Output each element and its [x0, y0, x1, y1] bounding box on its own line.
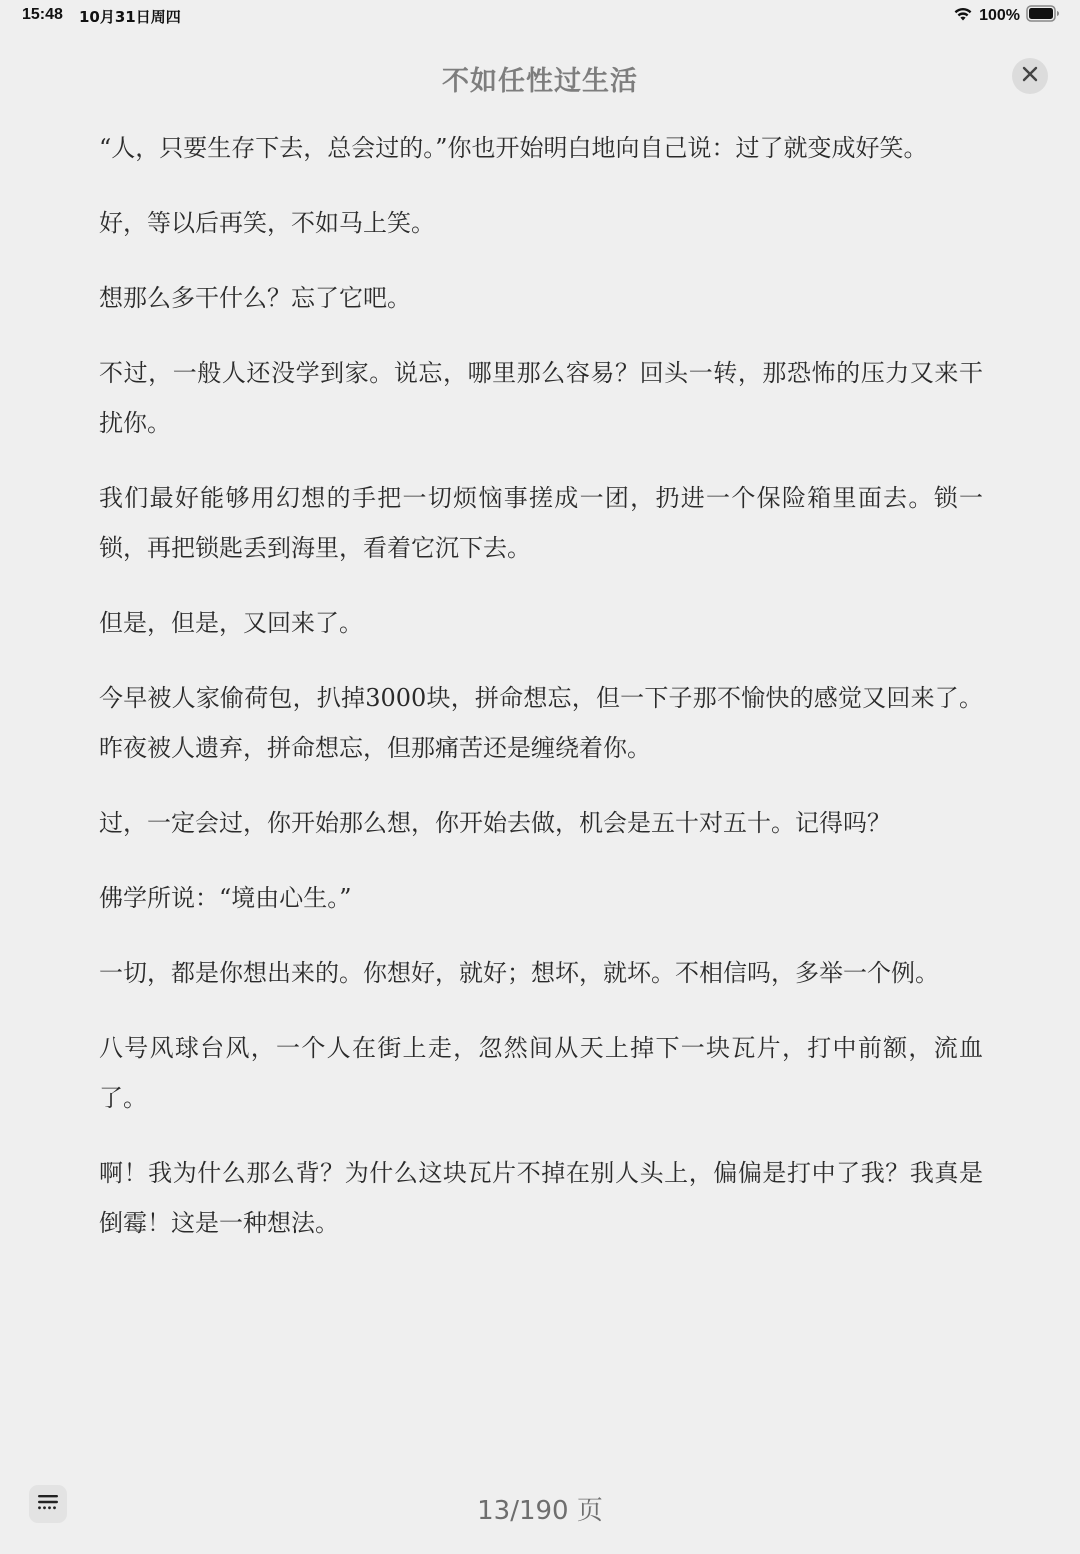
close-button[interactable]	[1012, 58, 1048, 94]
paragraph: 佛学所说：“境由心生。”	[99, 884, 352, 912]
page-indicator: 13/190 页	[477, 1496, 603, 1526]
status-bar	[0, 0, 1080, 32]
reader-header	[0, 50, 1080, 104]
paragraph: 今早被人家偷荷包，扒掉3000块，拼命想忘，但一下子那不愉快的感觉又回来了。昨夜被人遗弃，拼命想忘，但那痛苦还是缠绕着你。	[99, 684, 983, 762]
status-indicators	[953, 5, 1060, 26]
battery-icon	[1026, 5, 1060, 26]
paragraph: 我们最好能够用幻想的手把一切烦恼事搓成一团，扔进一个保险箱里面去。锁一锁，再把锁匙丢到海里，看着它沉下去。	[99, 484, 983, 562]
status-date: 10月31日周四	[79, 8, 181, 26]
book-content	[99, 123, 983, 1273]
paragraph: “人，只要生存下去，总会过的。”你也开始明白地向自己说：过了就变成好笑。	[99, 134, 928, 162]
paragraph: 八号风球台风，一个人在街上走，忽然间从天上掉下一块瓦片，打中前额，流血了。	[99, 1034, 983, 1112]
wifi-icon	[953, 6, 973, 26]
paragraph: 好，等以后再笑，不如马上笑。	[99, 209, 435, 237]
battery-percent: 100%	[979, 6, 1020, 24]
paragraph: 过，一定会过，你开始那么想，你开始去做，机会是五十对五十。记得吗？	[99, 809, 891, 837]
paragraph: 不过，一般人还没学到家。说忘，哪里那么容易？回头一转，那恐怖的压力又来干扰你。	[99, 359, 983, 437]
status-time: 15:48	[22, 6, 63, 23]
paragraph: 一切，都是你想出来的。你想好，就好；想坏，就坏。不相信吗，多举一个例。	[99, 959, 939, 987]
paragraph: 啊！我为什么那么背？为什么这块瓦片不掉在别人头上，偏偏是打中了我？我真是倒霉！这是一种想法。	[99, 1159, 983, 1237]
close-icon	[1022, 66, 1038, 86]
paragraph: 但是，但是，又回来了。	[99, 609, 363, 637]
book-title: 不如任性过生活	[442, 66, 638, 97]
paragraph: 想那么多干什么？忘了它吧。	[99, 284, 411, 312]
